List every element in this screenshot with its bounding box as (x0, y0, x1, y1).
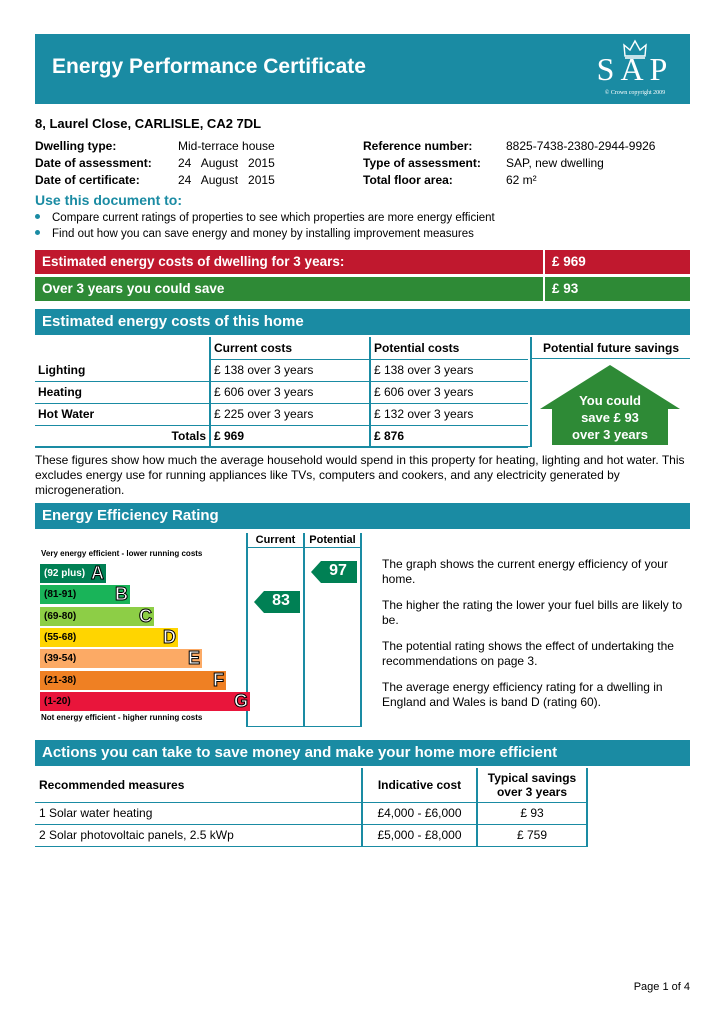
certificate-header (35, 34, 690, 104)
totals-row (35, 425, 528, 447)
actions-table (35, 768, 588, 847)
savings-line: save £ 93 (581, 410, 639, 425)
divider (360, 533, 362, 727)
band-range: (69-80) (44, 610, 77, 622)
potential-cost-cell: £ 132 over 3 years (370, 403, 528, 425)
savings-label: Over 3 years you could save (35, 277, 543, 301)
cost-cell: £4,000 - £6,000 (362, 802, 477, 824)
potential-column-header: Potential (309, 534, 356, 546)
page-title: Energy Performance Certificate (52, 55, 366, 78)
costs-section-title: Estimated energy costs of this home (35, 309, 690, 335)
current-column-header: Current (255, 534, 296, 546)
band-letter: F (213, 669, 224, 690)
current-cost-cell: £ 606 over 3 years (210, 381, 370, 403)
rating-band-g (40, 692, 250, 711)
table-row (35, 359, 528, 381)
current-cost-cell: £ 225 over 3 years (210, 403, 370, 425)
explanation-text: The average energy efficiency rating for a dwelling in England and Wales is band D (rating 60). (382, 680, 663, 709)
band-letter: E (187, 648, 200, 669)
energy-costs-table (35, 337, 528, 448)
table-row (35, 381, 528, 403)
cost-cell: £5,000 - £8,000 (362, 824, 477, 846)
savings-cell: £ 93 (477, 802, 587, 824)
bullet-icon (35, 230, 40, 235)
use-bullet (35, 212, 495, 224)
use-bullet (35, 228, 474, 240)
sap-logo-text: SAP (596, 51, 674, 87)
savings-cell: £ 759 (477, 824, 587, 846)
floor-area-label: Total floor area: (363, 173, 453, 187)
band-letter: B (115, 584, 128, 605)
dwelling-type-value: Mid-terrace house (178, 139, 275, 153)
use-bullet-text: Compare current ratings of properties to see which properties are more energy efficient (52, 212, 495, 224)
measure-cell: 1 Solar water heating (35, 802, 362, 824)
current-costs-header: Current costs (210, 337, 370, 359)
band-range: (39-54) (44, 653, 77, 665)
totals-potential: £ 876 (370, 425, 528, 447)
band-letter: A (91, 563, 104, 583)
band-range: (81-91) (44, 589, 77, 601)
future-savings-header: Potential future savings (530, 337, 690, 359)
table-header-blank (35, 337, 210, 359)
estimated-cost-value: £ 969 (545, 250, 690, 274)
totals-label: Totals (35, 425, 210, 447)
band-range: (55-68) (44, 631, 77, 643)
band-letter: D (163, 626, 176, 647)
typical-savings-header: Typical savings over 3 years (477, 768, 587, 802)
band-letter: G (233, 690, 248, 711)
rating-explanations (382, 557, 690, 721)
rating-band-d (40, 628, 178, 647)
table-row (35, 802, 587, 824)
table-header-row (35, 337, 528, 359)
page-number: Page 1 of 4 (633, 981, 690, 993)
table-row (35, 403, 528, 425)
savings-value: £ 93 (545, 277, 690, 301)
floor-area-value: 62 m² (506, 173, 537, 187)
sap-logo (585, 37, 685, 101)
divider (530, 359, 532, 447)
rating-band-a (40, 564, 106, 583)
table-header-row (35, 768, 587, 802)
savings-line: You could (579, 393, 641, 408)
rating-band-e (40, 649, 202, 668)
band-range: (1-20) (44, 695, 71, 707)
band-letter: C (139, 605, 152, 626)
assessment-type-label: Type of assessment: (363, 156, 481, 170)
potential-rating-value: 97 (329, 562, 347, 579)
current-cost-cell: £ 138 over 3 years (210, 359, 370, 381)
divider (303, 533, 305, 727)
property-address: 8, Laurel Close, CARLISLE, CA2 7DL (35, 116, 262, 131)
measure-cell: 2 Solar photovoltaic panels, 2.5 kWp (35, 824, 362, 846)
assessment-date-label: Date of assessment: (35, 156, 152, 170)
certificate-date-label: Date of certificate: (35, 173, 140, 187)
crown-copyright: © Crown copyright 2009 (604, 90, 666, 96)
cost-header: Indicative cost (362, 768, 477, 802)
row-label: Heating (35, 381, 210, 403)
savings-line: over 3 years (572, 427, 648, 442)
costs-note: These figures show how much the average household would spend in this property for heating, lighting and hot water. This excludes energy use for running appliances like TVs, computers and cookers, and any electricity generated by microgeneration. (35, 453, 685, 497)
top-caption: Very energy efficient - lower running costs (41, 549, 203, 558)
totals-current: £ 969 (210, 425, 370, 447)
measures-header: Recommended measures (35, 768, 362, 802)
estimated-cost-bar (35, 250, 690, 274)
divider (246, 547, 362, 548)
explanation-text: The potential rating shows the effect of undertaking the recommendations on page 3. (382, 639, 674, 668)
band-range: (21-38) (44, 674, 77, 686)
potential-costs-header: Potential costs (370, 337, 528, 359)
rating-band-b (40, 585, 130, 604)
divider (246, 726, 362, 727)
divider (35, 446, 530, 447)
certificate-date-value: 24 August 2015 (178, 173, 275, 187)
table-row (35, 824, 587, 846)
row-label: Hot Water (35, 403, 210, 425)
assessment-type-value: SAP, new dwelling (506, 156, 604, 170)
savings-bar (35, 277, 690, 301)
row-label: Lighting (35, 359, 210, 381)
explanation-text: The higher the rating the lower your fuel bills are likely to be. (382, 598, 683, 627)
savings-house-text (550, 392, 670, 443)
dwelling-type-label: Dwelling type: (35, 139, 117, 153)
potential-cost-cell: £ 138 over 3 years (370, 359, 528, 381)
use-bullet-text: Find out how you can save energy and money by installing improvement measures (52, 228, 474, 240)
use-document-title: Use this document to: (35, 192, 183, 208)
band-range: (92 plus) (44, 568, 86, 579)
rating-band-c (40, 607, 154, 626)
reference-label: Reference number: (363, 139, 473, 153)
estimated-cost-label: Estimated energy costs of dwelling for 3 years: (35, 250, 543, 274)
bottom-caption: Not energy efficient - higher running costs (41, 713, 203, 722)
current-rating-value: 83 (272, 592, 290, 609)
eer-graph (35, 533, 362, 727)
potential-cost-cell: £ 606 over 3 years (370, 381, 528, 403)
explanation-text: The graph shows the current energy efficiency of your home. (382, 557, 668, 586)
assessment-date-value: 24 August 2015 (178, 156, 275, 170)
actions-section-title: Actions you can take to save money and make your home more efficient (35, 740, 690, 766)
bullet-icon (35, 214, 40, 219)
rating-section-title: Energy Efficiency Rating (35, 503, 690, 529)
rating-band-f (40, 671, 226, 690)
reference-value: 8825-7438-2380-2944-9926 (506, 139, 656, 153)
